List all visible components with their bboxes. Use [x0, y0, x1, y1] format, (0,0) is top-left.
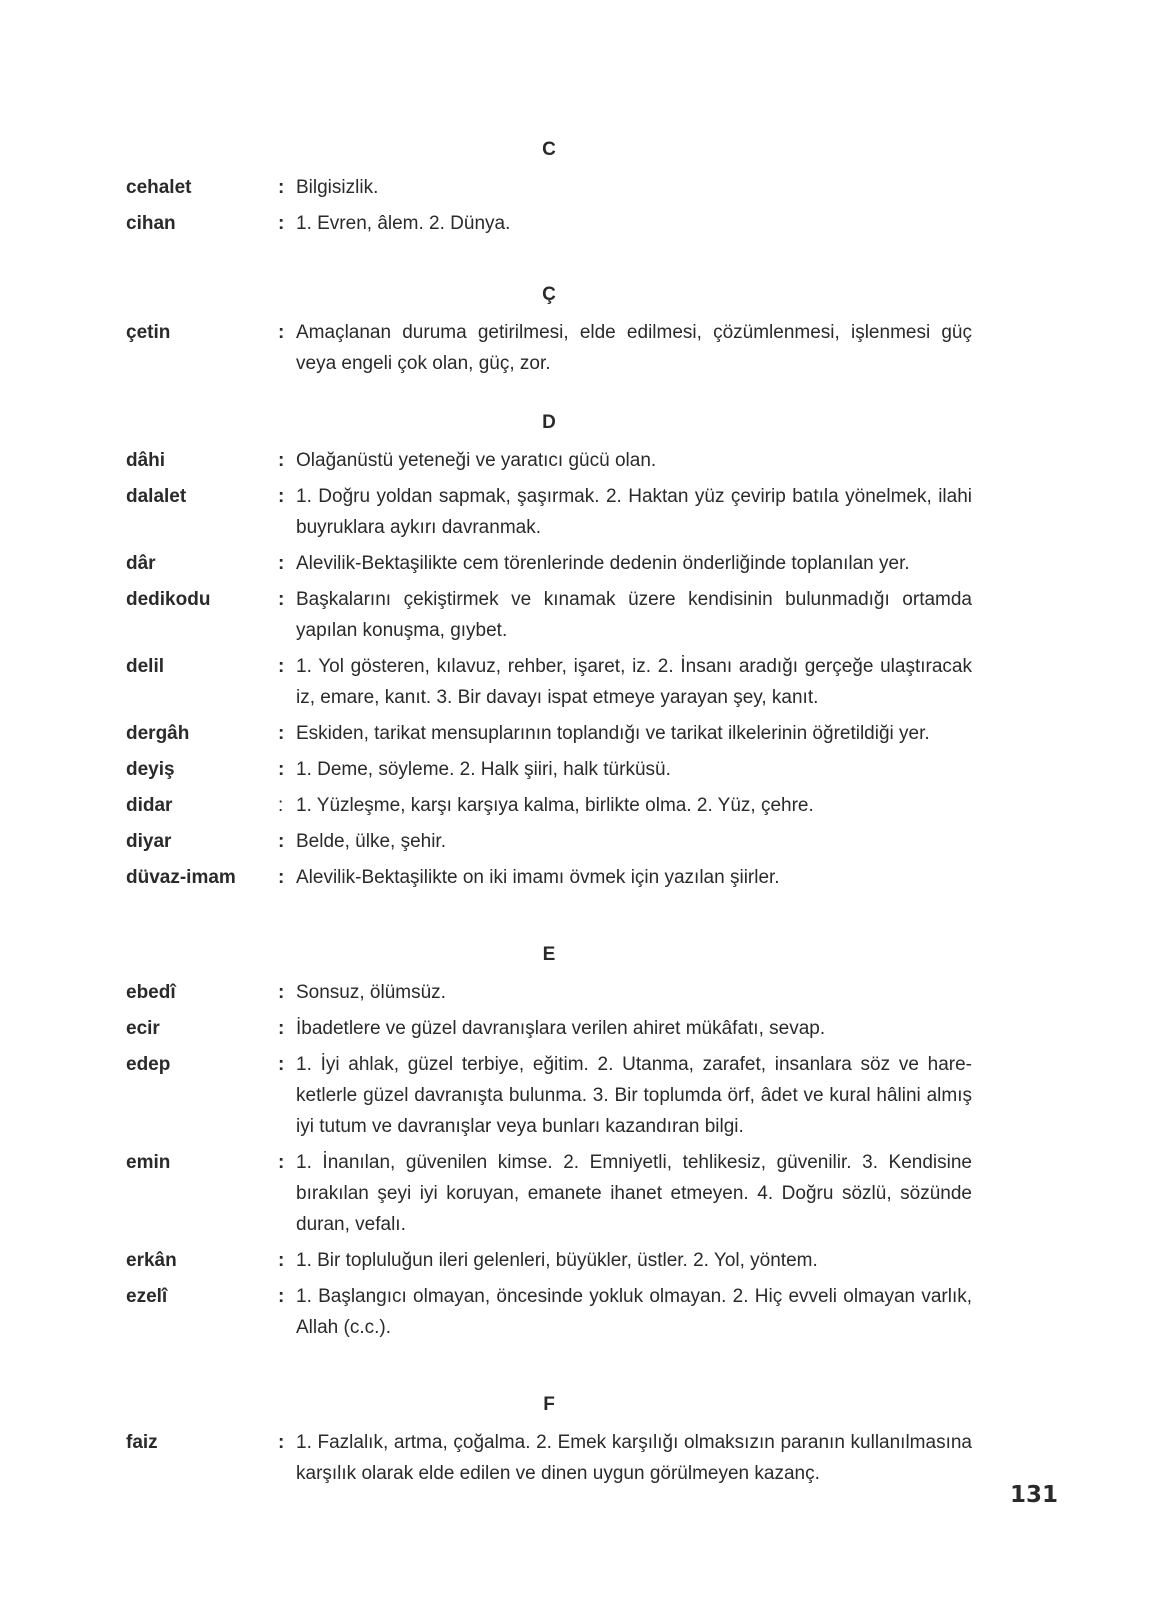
- entry-colon: :: [278, 1054, 285, 1075]
- entry-definition: Sonsuz, ölümsüz.: [296, 982, 446, 1003]
- entry-colon: :: [278, 723, 285, 744]
- entry-term: dalalet: [126, 486, 187, 507]
- entry-term: delil: [126, 656, 165, 677]
- entry-colon: :: [278, 553, 285, 574]
- entry-definition: Olağanüstü yeteneği ve yaratıcı gücü olan.: [296, 450, 657, 471]
- entry-term: deyiş: [126, 759, 175, 780]
- entry-definition: 1. Doğru yoldan sapmak, şaşırmak. 2. Haktan yüz çevirip batıla yönelmek, ilahi buyruklara aykırı davranmak.: [296, 486, 972, 538]
- entry-definition: Alevilik-Bektaşilikte on iki imamı övmek için yazılan şiirler.: [296, 867, 780, 888]
- glossary-entry: [126, 1281, 972, 1343]
- glossary-entry: [126, 208, 972, 239]
- entry-definition: 1. Deme, söyleme. 2. Halk şiiri, halk türküsü.: [296, 759, 671, 780]
- glossary-entry: [126, 1427, 972, 1489]
- entry-definition: 1. İyi ahlak, güzel terbiye, eğitim. 2. Utanma, zarafet, insanlara söz ve hareketlerle güzel davranışta bulunma. 3. Bir toplumda örf, âdet ve kural hâlini almış iyi tutum ve davranışlar veya bunları kazandıran bilgi.: [296, 1054, 972, 1137]
- glossary-entry: [126, 790, 972, 821]
- entry-term: düvaz-imam: [126, 867, 236, 888]
- glossary-entry: [126, 1147, 972, 1240]
- entry-term: cihan: [126, 213, 176, 234]
- section-d: [126, 409, 972, 893]
- section-letter: E: [542, 944, 556, 965]
- entry-term: didar: [126, 795, 173, 816]
- entry-term: dergâh: [126, 723, 190, 744]
- entry-definition: 1. Başlangıcı olmayan, öncesinde yokluk olmayan. 2. Hiç evveli olmayan varlık, Allah (c.c.).: [296, 1286, 972, 1338]
- entry-colon: :: [278, 831, 285, 852]
- entry-colon: :: [278, 589, 285, 610]
- entry-definition: 1. Bir topluluğun ileri gelenleri, büyükler, üstler. 2. Yol, yöntem.: [296, 1250, 818, 1271]
- entry-term: ezelî: [126, 1286, 168, 1307]
- entry-definition: Başkalarını çekiştirmek ve kınamak üzere kendisinin bulunmadığı ortamda yapılan konuşma, gıybet.: [296, 589, 972, 641]
- entry-colon: :: [278, 795, 284, 816]
- entry-definition: Amaçlanan duruma getirilmesi, elde edilmesi, çözümlenmesi, işlenmesi güç veya engeli çok olan, güç, zor.: [296, 322, 972, 374]
- entry-term: ebedî: [126, 982, 176, 1003]
- entry-colon: :: [278, 1152, 285, 1173]
- entry-colon: :: [278, 759, 285, 780]
- entry-definition: 1. Evren, âlem. 2. Dünya.: [296, 213, 511, 234]
- glossary-entry: [126, 1013, 972, 1044]
- entry-term: diyar: [126, 831, 172, 852]
- section-letter: C: [542, 139, 556, 160]
- entry-definition: Eskiden, tarikat mensuplarının toplandığı ve tarikat ilkelerinin öğretildiği yer.: [296, 723, 930, 744]
- entry-definition: 1. Yüzleşme, karşı karşıya kalma, birlikte olma. 2. Yüz, çehre.: [296, 795, 814, 816]
- glossary-entry: [126, 1245, 972, 1276]
- entry-colon: :: [278, 1286, 285, 1307]
- glossary-entry: [126, 718, 972, 749]
- section-c: [126, 136, 972, 239]
- entry-colon: :: [278, 867, 285, 888]
- entry-term: edep: [126, 1054, 171, 1075]
- entry-colon: :: [278, 1432, 285, 1453]
- entry-colon: :: [278, 213, 285, 234]
- entry-colon: :: [278, 982, 285, 1003]
- glossary-entry: [126, 862, 972, 893]
- glossary-entry: [126, 317, 972, 379]
- section-letter: D: [542, 412, 556, 433]
- entry-term: cehalet: [126, 177, 192, 198]
- entry-colon: :: [278, 486, 285, 507]
- glossary-entry: [126, 651, 972, 713]
- entry-term: ecir: [126, 1018, 160, 1039]
- glossary-entry: [126, 826, 972, 857]
- glossary-entry: [126, 754, 972, 785]
- section-letter: F: [543, 1394, 555, 1415]
- entry-definition: Bilgisizlik.: [296, 177, 379, 198]
- section-e: [126, 941, 972, 1343]
- entry-term: dedikodu: [126, 589, 211, 610]
- page-number: 131: [1010, 1482, 1059, 1508]
- entry-definition: 1. İnanılan, güvenilen kimse. 2. Emniyetli, tehlikesiz, güvenilir. 3. Kendisine bırakılan şeyi iyi koruyan, emanete ihanet etmeyen. 4. Doğru sözlü, sözünde duran, vefalı.: [296, 1152, 972, 1235]
- glossary: [126, 136, 972, 1494]
- entry-term: erkân: [126, 1250, 177, 1271]
- glossary-entry: [126, 481, 972, 543]
- section-f: [126, 1391, 972, 1489]
- section-c-cedilla: [126, 281, 972, 379]
- section-letter: Ç: [542, 284, 556, 305]
- entry-colon: :: [278, 1250, 285, 1271]
- entry-definition: 1. Fazlalık, artma, çoğalma. 2. Emek karşılığı olmaksızın paranın kullanılmasına karşılık olarak elde edilen ve dinen uygun görülmeyen kazanç.: [296, 1432, 972, 1484]
- entry-definition: İbadetlere ve güzel davranışlara verilen ahiret mükâfatı, sevap.: [296, 1018, 826, 1039]
- entry-term: dâhi: [126, 450, 166, 471]
- entry-term: faiz: [126, 1432, 158, 1453]
- entry-definition: 1. Yol gösteren, kılavuz, rehber, işaret, iz. 2. İnsanı aradığı gerçeğe ulaştıracak iz, emare, kanıt. 3. Bir davayı ispat etmeye yarayan şey, kanıt.: [296, 656, 972, 708]
- entry-colon: :: [278, 322, 285, 343]
- entry-term: çetin: [126, 322, 171, 343]
- entry-term: dâr: [126, 553, 156, 574]
- entry-colon: :: [278, 656, 285, 677]
- glossary-entry: [126, 1049, 972, 1142]
- entry-definition: Belde, ülke, şehir.: [296, 831, 446, 852]
- glossary-entry: [126, 584, 972, 646]
- glossary-entry: [126, 445, 972, 476]
- glossary-entry: [126, 977, 972, 1008]
- entry-colon: :: [278, 177, 285, 198]
- entry-colon: :: [278, 1018, 285, 1039]
- entry-term: emin: [126, 1152, 171, 1173]
- entry-colon: :: [278, 450, 285, 471]
- glossary-entry: [126, 548, 972, 579]
- glossary-entry: [126, 172, 972, 203]
- entry-definition: Alevilik-Bektaşilikte cem törenlerinde dedenin önderliğinde toplanılan yer.: [296, 553, 910, 574]
